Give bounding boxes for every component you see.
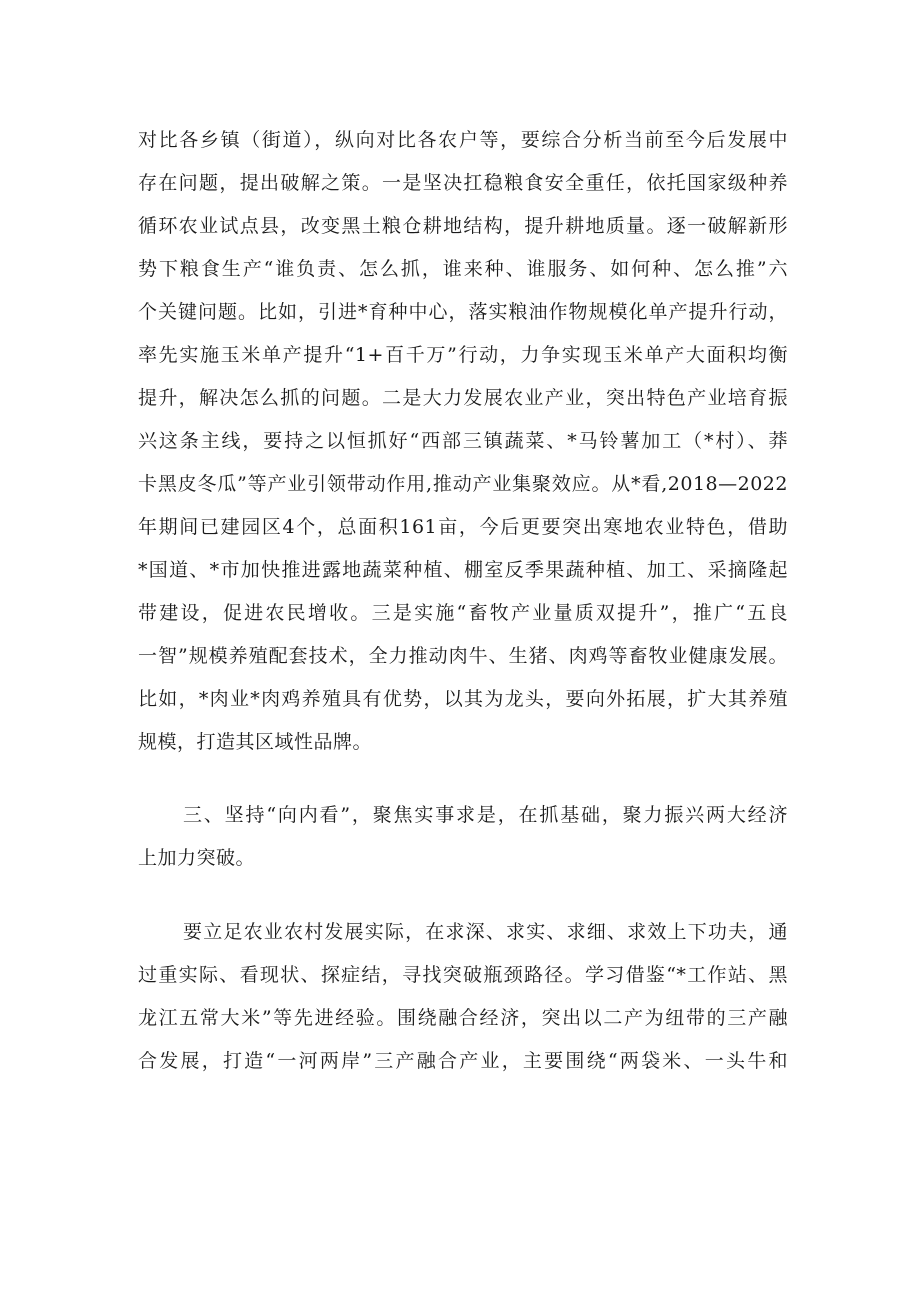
text-line: 兴这条主线，要持之以恒抓好“西部三镇蔬菜、*马铃薯加工（*村）、莽 xyxy=(138,430,788,452)
text-line: 对比各乡镇（街道），纵向对比各农户等，要综合分析当前至今后发展中 xyxy=(138,129,788,151)
text-line: 合发展，打造“一河两岸”三产融合产业，主要围绕“两袋米、一头牛和 xyxy=(138,1050,788,1072)
text-line: 比如，*肉业*肉鸡养殖具有优势，以其为龙头，要向外拓展，扩大其养殖 xyxy=(138,688,788,710)
text-line: 势下粮食生产“谁负责、怎么抓，谁来种、谁服务、如何种、怎么推”六 xyxy=(138,258,788,280)
text-line: 年期间已建园区4个，总面积161亩，今后更要突出寒地农业特色，借助 xyxy=(138,516,788,538)
text-line: 要立足农业农村发展实际，在求深、求实、求细、求效上下功夫，通 xyxy=(183,921,788,943)
text-line: 过重实际、看现状、探症结，寻找突破瓶颈路径。学习借鉴“*工作站、黑 xyxy=(138,964,788,986)
text-line: *国道、*市加快推进露地蔬菜种植、棚室反季果蔬种植、加工、采摘隆起 xyxy=(138,559,788,581)
text-line: 存在问题，提出破解之策。一是坚决扛稳粮食安全重任，依托国家级种养 xyxy=(138,172,788,194)
text-line: 规模，打造其区域性品牌。 xyxy=(138,731,373,753)
text-line: 一智”规模养殖配套技术，全力推动肉牛、生猪、肉鸡等畜牧业健康发展。 xyxy=(138,645,788,667)
text-line: 卡黑皮冬瓜”等产业引领带动作用,推动产业集聚效应。从*看,2018—2022 xyxy=(138,473,788,495)
text-line: 个关键问题。比如，引进*育种中心，落实粮油作物规模化单产提升行动， xyxy=(138,301,788,323)
text-line: 率先实施玉米单产提升“1+百千万”行动，力争实现玉米单产大面积均衡 xyxy=(138,344,788,366)
text-line: 循环农业试点县，改变黑土粮仓耕地结构，提升耕地质量。逐一破解新形 xyxy=(138,215,788,237)
heading-line: 上加力突破。 xyxy=(138,847,256,869)
text-line: 提升，解决怎么抓的问题。二是大力发展农业产业，突出特色产业培育振 xyxy=(138,387,788,409)
heading-line: 三、坚持“向内看”，聚焦实事求是，在抓基础，聚力振兴两大经济 xyxy=(183,804,788,826)
text-line: 带建设，促进农民增收。三是实施“畜牧产业量质双提升”，推广“五良 xyxy=(138,602,788,624)
text-line: 龙江五常大米”等先进经验。围绕融合经济，突出以二产为纽带的三产融 xyxy=(138,1007,788,1029)
